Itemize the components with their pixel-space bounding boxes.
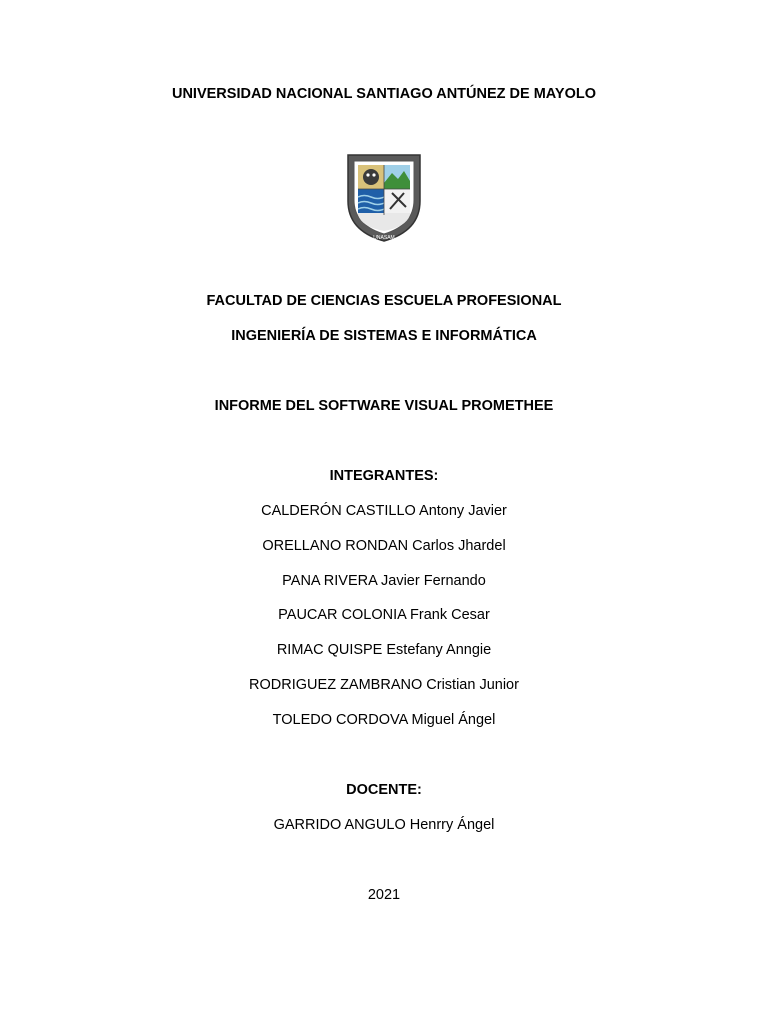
member-name: RIMAC QUISPE Estefany Anngie <box>276 642 492 658</box>
report-title: INFORME DEL SOFTWARE VISUAL PROMETHEE <box>214 398 554 414</box>
seal-motto: UNASAM <box>373 235 395 241</box>
teacher-heading: DOCENTE: <box>346 782 422 798</box>
member-name: CALDERÓN CASTILLO Antony Javier <box>261 503 507 519</box>
faculty-line-2: INGENIERÍA DE SISTEMAS E INFORMÁTICA <box>231 328 537 344</box>
member-name: RODRIGUEZ ZAMBRANO Cristian Junior <box>249 677 519 693</box>
university-seal-icon <box>346 153 422 243</box>
member-name: TOLEDO CORDOVA Miguel Ángel <box>272 712 496 728</box>
university-name: UNIVERSIDAD NACIONAL SANTIAGO ANTÚNEZ DE MAYOLO <box>171 86 596 102</box>
member-name: PAUCAR COLONIA Frank Cesar <box>278 607 490 623</box>
member-name: ORELLANO RONDAN Carlos Jhardel <box>262 538 506 554</box>
document-year: 2021 <box>367 887 401 903</box>
teacher-name: GARRIDO ANGULO Henrry Ángel <box>273 817 495 833</box>
faculty-line-1: FACULTAD DE CIENCIAS ESCUELA PROFESIONAL <box>206 293 562 309</box>
member-name: PANA RIVERA Javier Fernando <box>282 573 486 589</box>
members-heading: INTEGRANTES: <box>329 468 439 484</box>
